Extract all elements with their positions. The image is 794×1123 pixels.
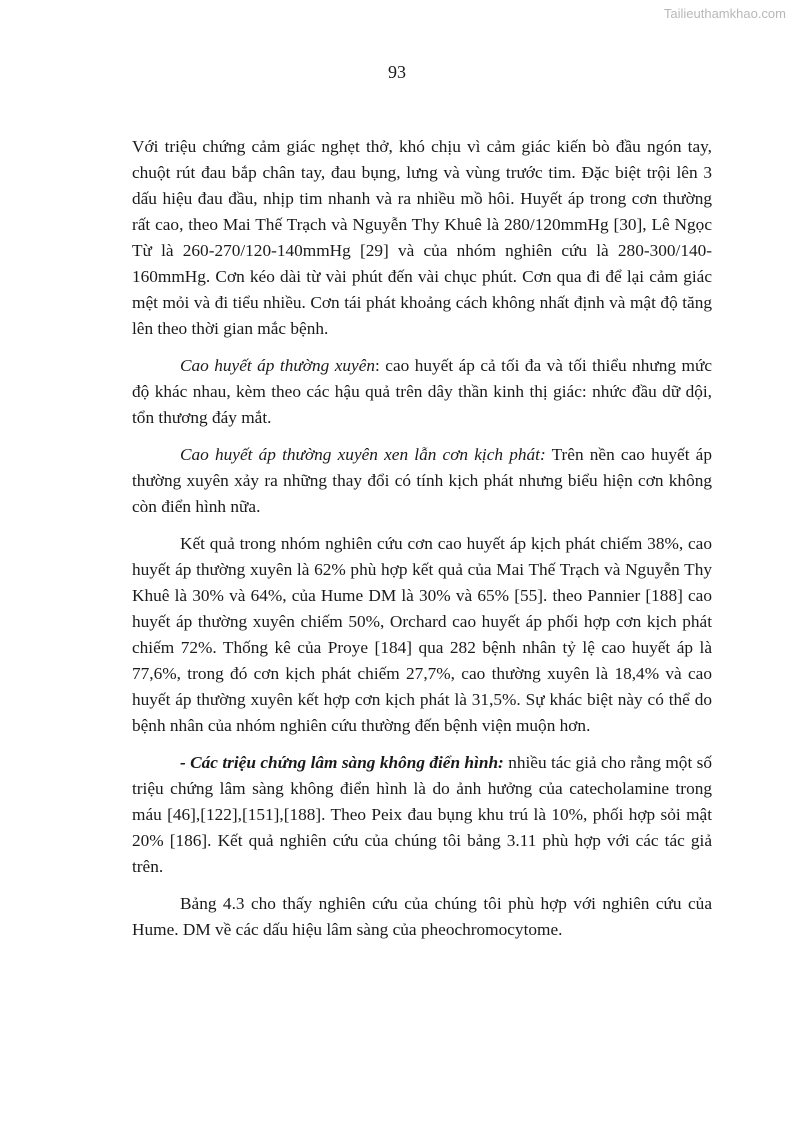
paragraph-atypical-symptoms <box>132 750 712 880</box>
paragraph-table-reference <box>132 891 712 943</box>
paragraph-results <box>132 531 712 739</box>
paragraph-text: nhiều tác giả cho rằng một số triệu chứng lâm sàng không điển hình là do ảnh hưởng của catecholamine trong máu [46],[122],[151],[188]. Theo Peix đau bụng khu trú là 10%, phối hợp sỏi mật 20% [186]. Kết quả nghiên cứu của chúng tôi bảng 3.11 phù hợp với các tác giả trên. <box>132 753 712 876</box>
paragraph-text: Với triệu chứng cảm giác nghẹt thở, khó chịu vì cảm giác kiến bò đầu ngón tay, chuột rút đau bắp chân tay, đau bụng, lưng và vùng trước tim. Đặc biệt trội lên 3 dấu hiệu đau đầu, nhịp tim nhanh và ra nhiều mồ hôi. Huyết áp trong cơn thường rất cao, theo Mai Thế Trạch và Nguyễn Thy Khuê là 280/120mmHg [30], Lê Ngọc Từ là 260-270/120-140mmHg [29] và của nhóm nghiên cứu là 280-300/140-160mmHg. Cơn kéo dài từ vài phút đến vài chục phút. Cơn qua đi để lại cảm giác mệt mỏi và đi tiểu nhiều. Cơn tái phát khoảng cách không nhất định và mật độ tăng lên theo thời gian mắc bệnh. <box>132 137 712 338</box>
paragraph-text: : cao huyết áp cả tối đa và tối thiểu nhưng mức độ khác nhau, kèm theo các hậu quả trên dây thần kinh thị giác: nhức đầu dữ dội, tổn thương đáy mắt. <box>132 356 712 427</box>
paragraph-text: Trên nền cao huyết áp thường xuyên xảy ra những thay đổi có tính kịch phát nhưng biểu hiện cơn không còn điển hình nữa. <box>132 445 712 516</box>
watermark: Tailieuthamkhao.com <box>663 6 786 21</box>
paragraph-lead: Cao huyết áp thường xuyên <box>180 356 376 375</box>
paragraph-lead: - Các triệu chứng lâm sàng không điển hình: <box>180 753 504 772</box>
paragraph-symptoms <box>132 134 712 342</box>
document-body <box>132 134 712 954</box>
paragraph-text: Bảng 4.3 cho thấy nghiên cứu của chúng tôi phù hợp với nghiên cứu của Hume. DM về các dấu hiệu lâm sàng của pheochromocytome. <box>132 894 712 939</box>
paragraph-lead: Cao huyết áp thường xuyên xen lẫn cơn kịch phát: <box>180 445 546 464</box>
paragraph-persistent-hypertension <box>132 353 712 431</box>
paragraph-mixed-hypertension <box>132 442 712 520</box>
page-number: 93 <box>388 62 406 82</box>
paragraph-text: Kết quả trong nhóm nghiên cứu cơn cao huyết áp kịch phát chiếm 38%, cao huyết áp thường xuyên là 62% phù hợp kết quả của Mai Thế Trạch và Nguyễn Thy Khuê là 30% và 64%, của Hume DM là 30% và 65% [55]. theo Pannier [188] cao huyết áp thường xuyên chiếm 50%, Orchard cao huyết áp phối hợp cơn kịch phát chiếm 72%. Thống kê của Proye [184] qua 282 bệnh nhân tỷ lệ cao huyết áp là 77,6%, trong đó cơn kịch phát chiếm 27,7%, cao thường xuyên là 18,4% và cao huyết áp thường xuyên kết hợp cơn kịch phát là 31,5%. Sự khác biệt này có thể do bệnh nhân của nhóm nghiên cứu thường đến bệnh viện muộn hơn. <box>132 534 712 735</box>
